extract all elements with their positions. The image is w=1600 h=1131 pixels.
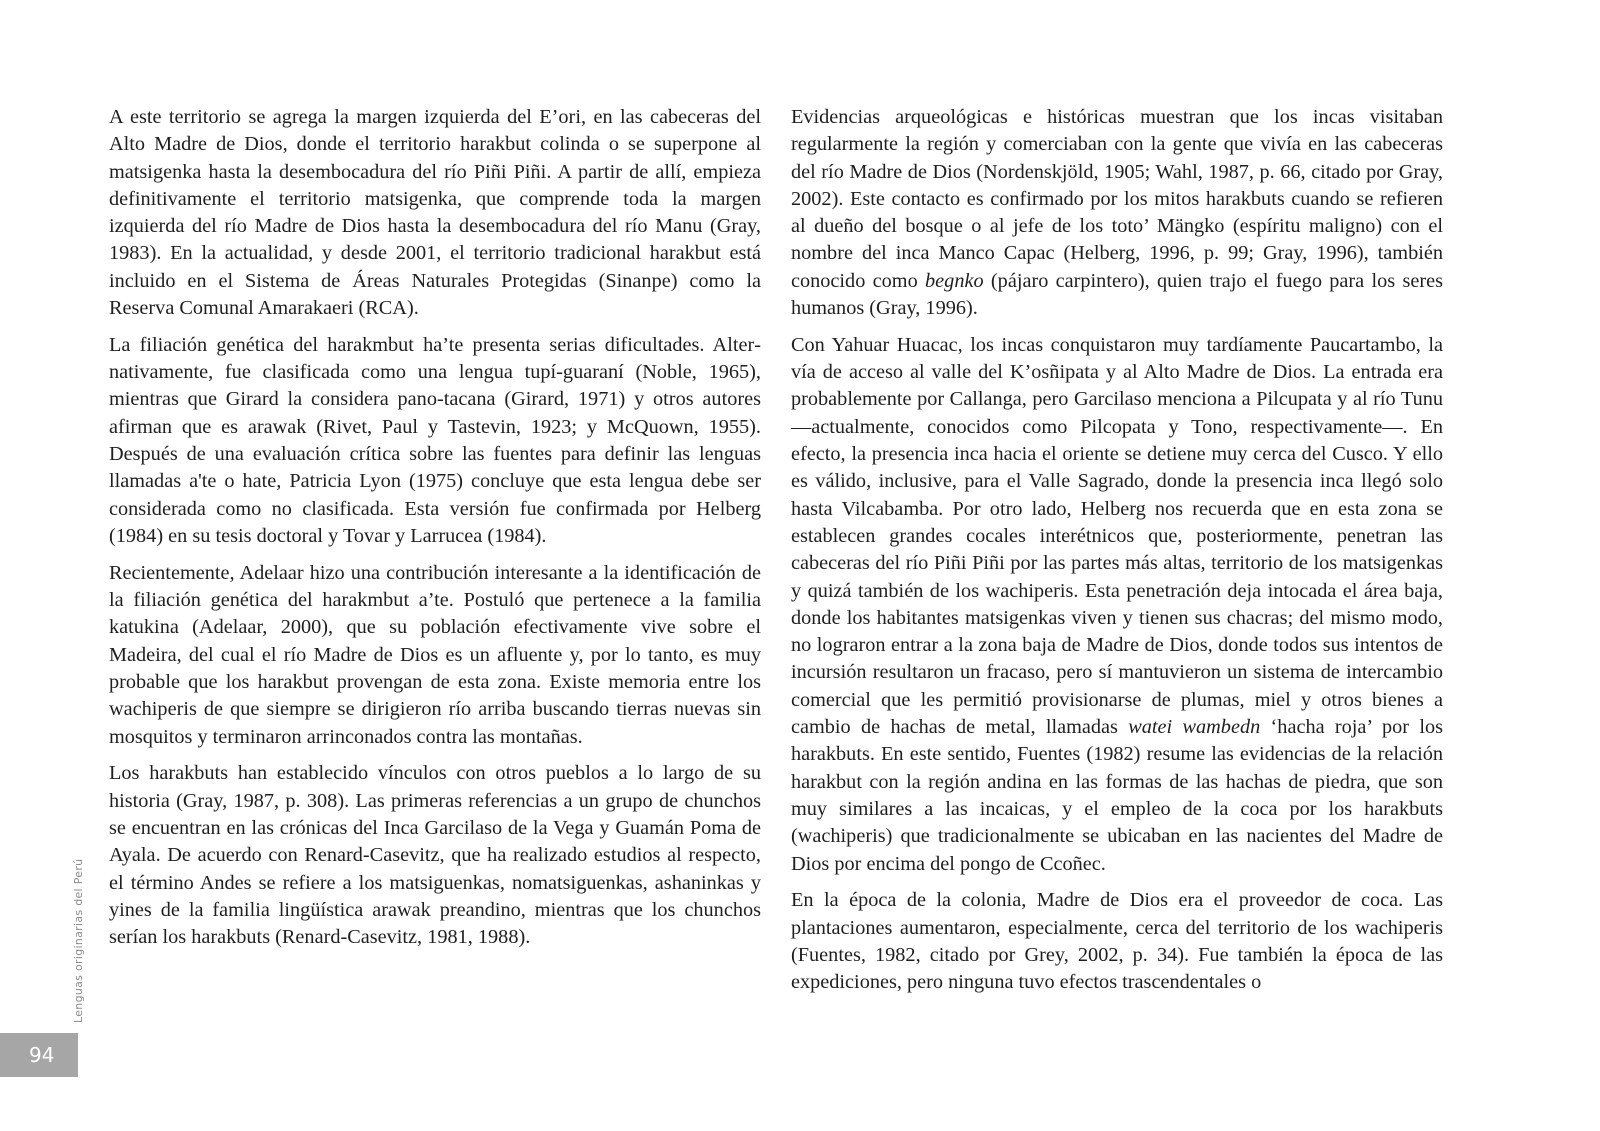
left-text-column [109,104,761,961]
paragraph: Los harakbuts han establecido vínculos con otros pueblos a lo largo de su historia (Gray, 1987, p. 308). Las primeras referencias a un grupo de chunchos se encuentran en las crónicas del Inca Garcilaso de la Vega y Guamán Poma de Ayala. De acuerdo con Renard-Casevitz, que ha realizado estudios al respecto, el término Andes se refiere a los matsiguenkas, nomatsiguenkas, ashaninkas y yines de la familia lingüística arawak preandino, mientras que los chunchos serían los harakbuts (Renard-Casevitz, 1981, 1988). [109,762,761,949]
italic-term: begnko [925,269,984,292]
text-run: (pájaro carpintero), quien trajo el fuego para los seres humanos (Gray, 1996). [791,269,1443,320]
paragraph: Recientemente, Adelaar hizo una contribución interesante a la identificación de la filiación genética del harakmbut a’te. Postuló que pertenece a la familia katukina (Adelaar, 2000), que su población efectivamente vive sobre el Madeira, del cual el río Madre de Dios es un afluente y, por lo tanto, es muy probable que los harakbut provengan de esta zona. Existe memoria entre los wachiperis de que siempre se dirigieron río arriba buscando tierras nuevas sin mosquitos y terminaron arrinconados contra las montañas. [109,561,761,748]
italic-term: watei wambedn [1128,716,1261,739]
right-text-column [791,104,1443,997]
page-number: 94 [0,1033,78,1077]
paragraph: En la época de la colonia, Madre de Dios era el proveedor de coca. Las plantaciones aumentaron, especialmente, cerca del territorio de los wachiperis (Fuentes, 1982, citado por Grey, 2002, p. 34). Fue también la época de las expediciones, pero ninguna tuvo efectos trascendentales o [791,889,1443,994]
running-book-title: Lenguas originarias del Perú [72,858,85,1023]
paragraph: A este territorio se agrega la margen izquierda del E’ori, en las cabeceras del Alto Madre de Dios, donde el territorio harakbut colinda o se superpone al matsigenka hasta la desembocadura del río Piñi Piñi. A partir de allí, empieza definitivamente el territorio matsigenka, que comprende toda la margen izquierda del río Madre de Dios hasta la desembocadura del río Manu (Gray, 1983). En la actualidad, y desde 2001, el territorio tradicional harakbut está incluido en el Sistema de Áreas Naturales Protegidas (Sinanpe) como la Reserva Comunal Amarakaeri (RCA). [109,106,761,320]
paragraph [791,104,1443,322]
paragraph: La filiación genética del harakmbut ha’te presenta serias dificultades. Alternativamente, fue clasificada como una lengua tupí-guaraní (Noble, 1965), mientras que Girard la considera pano-tacana (Girard, 1971) y otros autores afirman que es arawak (Rivet, Paul y Tastevin, 1923; y McQuown, 1955). Después de una evaluación crítica sobre las fuentes para definir las lenguas llamadas a'te o hate, Patricia Lyon (1975) concluye que esta lengua debe ser considerada como no clasificada. Esta versión fue confirmada por Helberg (1984) en su tesis doctoral y Tovar y Larrucea (1984). [109,333,761,547]
text-run: Evidencias arqueológicas e históricas muestran que los incas visitaban regularmente la región y comerciaban con la gente que vivía en las cabeceras del río Madre de Dios (Nordenskjöld, 1905; Wahl, 1987, p. 66, citado por Gray, 2002). Este contacto es confirmado por los mitos harakbuts cuando se refieren al dueño del bosque o al jefe de los toto’ Mängko (espíritu maligno) con el nombre del inca Manco Capac (Helberg, 1996, p. 99; Gray, 1996), también conocido como [791,106,1443,292]
paragraph [791,332,1443,878]
text-run: ‘hacha roja’ por los harakbuts. En este sentido, Fuentes (1982) resume las evidencias de la relación harakbut con la región andina en las formas de las hachas de piedra, que son muy similares a las incaicas, y el empleo de la coca por los harakbuts (wachiperis) que tradicionalmente se ubicaban en las nacientes del Madre de Dios por encima del pongo de Ccoñec. [791,716,1443,875]
text-run: Con Yahuar Huacac, los incas conquistaron muy tardíamente Paucartambo, la vía de acceso al valle del K’osñipata y al Alto Madre de Dios. La entrada era probablemente por Callanga, pero Garcilaso menciona a Pilcupata y al río Tunu —actualmente, conocidos como Pilcopata y Tono, respectivamente—. En efecto, la presencia inca hacia el oriente se detiene muy cerca del Cusco. Y ello es válido, inclusive, para el Valle Sagrado, donde la presencia inca llegó solo hasta Vilcabamba. Por otro lado, Helberg nos recuerda que en esta zona se establecen grandes cocales interétnicos que, posteriormente, penetran las cabeceras del río Piñi Piñi por las partes más altas, territorio de los matsigenkas y quizá también de los wachiperis. Esta penetración deja intocada el área baja, donde los habitantes matsigenkas viven y tienen sus chacras; del mismo modo, no lograron entrar a la zona baja de Madre de Dios, donde todos sus intentos de incursión resultaron un fracaso, pero sí mantuvieron un sistema de intercambio comercial que les permitió provisionarse de plumas, miel y otros bienes a cambio de hachas de metal, llamadas [791,333,1443,739]
